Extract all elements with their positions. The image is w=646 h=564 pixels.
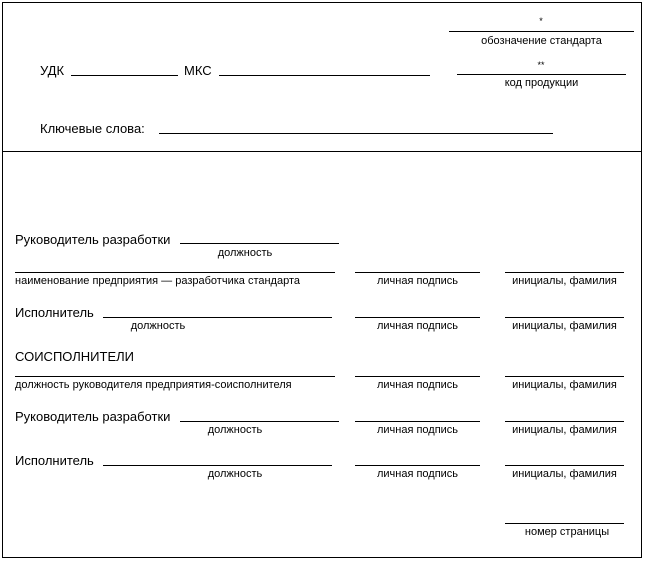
keywords-label: Ключевые слова:: [40, 121, 145, 136]
mks-label: МКС: [184, 63, 212, 78]
standard-designation-line: [449, 31, 634, 32]
signature-caption-5: личная подпись: [376, 468, 459, 480]
exec1-position-caption: должность: [130, 320, 186, 332]
signature-caption-2: личная подпись: [376, 320, 459, 332]
lead2-position-line[interactable]: [180, 421, 339, 422]
product-code-caption: код продукции: [504, 77, 579, 89]
signature-line-5[interactable]: [355, 465, 480, 466]
initials-line-2[interactable]: [505, 317, 624, 318]
product-code-line: [457, 74, 626, 75]
lead2-position-caption: должность: [207, 424, 263, 436]
initials-caption-4: инициалы, фамилия: [512, 424, 617, 436]
udk-field[interactable]: [71, 75, 178, 76]
standard-designation-caption: обозначение стандарта: [481, 35, 602, 47]
initials-caption-1: инициалы, фамилия: [512, 275, 617, 287]
coexec-head-position-line[interactable]: [15, 376, 335, 377]
signature-caption-4: личная подпись: [376, 424, 459, 436]
coexec-head-position-caption: должность руководителя предприятия-соисполнителя: [15, 379, 292, 391]
org-name-line[interactable]: [15, 272, 335, 273]
signature-caption-3: личная подпись: [376, 379, 459, 391]
signature-line-1[interactable]: [355, 272, 480, 273]
exec2-position-caption: должность: [207, 468, 263, 480]
page-number-line[interactable]: [505, 523, 624, 524]
lead2-label: Руководитель разработки: [15, 409, 171, 424]
lead1-position-caption: должность: [217, 247, 273, 259]
mks-field[interactable]: [219, 75, 430, 76]
section-divider: [2, 151, 642, 152]
exec1-position-line[interactable]: [103, 317, 332, 318]
signature-caption-1: личная подпись: [376, 275, 459, 287]
initials-caption-3: инициалы, фамилия: [512, 379, 617, 391]
lead1-label: Руководитель разработки: [15, 232, 171, 247]
exec2-label: Исполнитель: [15, 453, 94, 468]
initials-line-5[interactable]: [505, 465, 624, 466]
initials-caption-5: инициалы, фамилия: [512, 468, 617, 480]
initials-line-4[interactable]: [505, 421, 624, 422]
lead1-position-line[interactable]: [180, 243, 339, 244]
standard-footnote-mark: *: [539, 16, 543, 26]
udk-label: УДК: [40, 63, 65, 78]
initials-line-1[interactable]: [505, 272, 624, 273]
signature-line-3[interactable]: [355, 376, 480, 377]
coexecutors-heading: СОИСПОЛНИТЕЛИ: [15, 349, 135, 364]
exec1-label: Исполнитель: [15, 305, 94, 320]
signature-line-4[interactable]: [355, 421, 480, 422]
org-name-caption: наименование предприятия — разработчика стандарта: [15, 275, 300, 287]
page-number-caption: номер страницы: [524, 526, 610, 538]
exec2-position-line[interactable]: [103, 465, 332, 466]
initials-line-3[interactable]: [505, 376, 624, 377]
product-code-footnote-mark: **: [537, 60, 545, 70]
initials-caption-2: инициалы, фамилия: [512, 320, 617, 332]
signature-line-2[interactable]: [355, 317, 480, 318]
keywords-field[interactable]: [159, 133, 553, 134]
